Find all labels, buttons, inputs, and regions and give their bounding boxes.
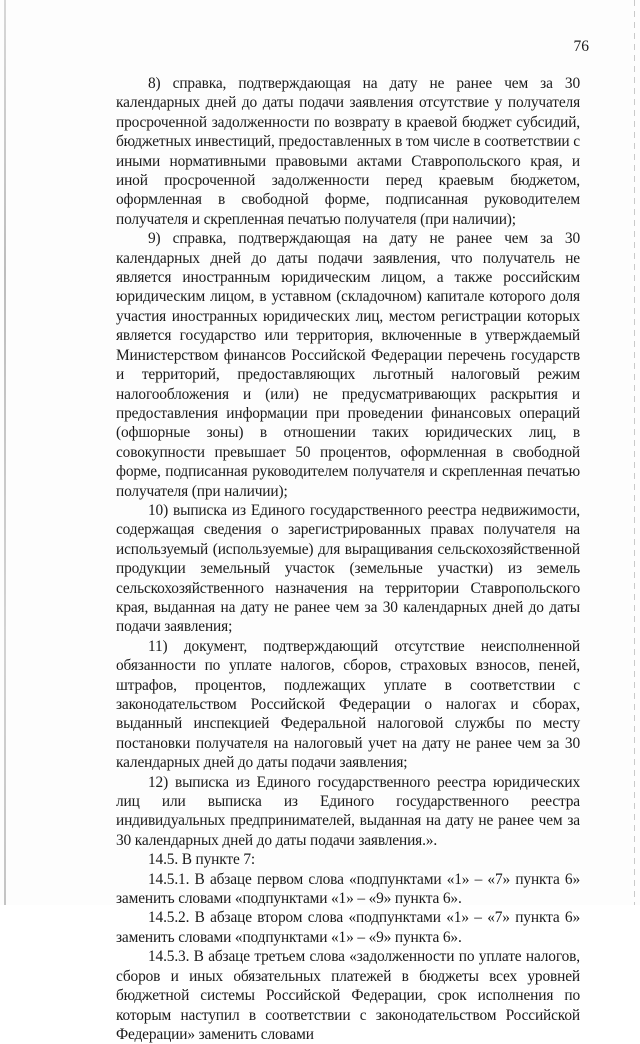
- paragraph-14-5-2: 14.5.2. В абзаце втором слова «подпунктами «1» – «7» пункта 6» заменить словами «подпунктами «1» – «9» пункта 6».: [116, 909, 580, 946]
- paragraph-14-5: 14.5. В пункте 7:: [148, 851, 256, 869]
- paragraph-item-12: 12) выписка из Единого государственного реестра юридических лиц или выписка из Единого государственного реестра индивидуальных предпринимателей, выданная на дату не ранее чем за 30 календарных дней до даты подачи заявления.».: [116, 773, 580, 849]
- paragraph-item-9: 9) справка, подтверждающая на дату не ранее чем за 30 календарных дней до даты подачи заявления, что получатель не является иностранным юридическим лицом, а также российским юридическим лицом, в уставном (складочном) капитале которого доля участия иностранных юридических лиц, местом регистрации которых является государство или территория, включенные в утверждаемый Министерством финансов Российской Федерации перечень государств и территорий, предоставляющих льготный налоговый режим налогообложения и (или) не предусматривающих раскрытия и предоставления информации при проведении финансовых операций (офшорные зоны) в отношении таких юридических лиц, в совокупности превышает 50 процентов, оформленная в свободной форме, подписанная руководителем получателя и скрепленная печатью получателя (при наличии);: [116, 230, 580, 500]
- document-body: [116, 74, 580, 1044]
- paragraph-item-10: 10) выписка из Единого государственного реестра недвижимости, содержащая сведения о зарегистрированных правах получателя на используемый (используемые) для выращивания сельскохозяйственной продукции земельный участок (земельные участки) из земель сельскохозяйственного назначения на территории Ставропольского края, выданная на дату не ранее чем за 30 календарных дней до даты подачи заявления;: [116, 501, 580, 636]
- scan-edge-left: [4, 0, 6, 905]
- paragraph-14-5-1: 14.5.1. В абзаце первом слова «подпунктами «1» – «7» пункта 6» заменить словами «подпунктами «1» – «9» пункта 6».: [116, 870, 580, 908]
- scan-edge-right: [634, 0, 635, 905]
- page-number: 76: [573, 38, 589, 55]
- paragraph-item-11: 11) документ, подтверждающий отсутствие неисполненной обязанности по уплате налогов, сборов, страховых взносов, пеней, штрафов, процентов, подлежащих уплате в соответствии с законодательством Российской Федерации о налогах и сборах, выданный инспекцией Федеральной налоговой службы по месту постановки получателя на налоговый учет на дату не ранее чем за 30 календарных дней до даты подачи заявления;: [116, 637, 580, 772]
- paragraph-14-5-3: 14.5.3. В абзаце третьем слова «задолженности по уплате налогов, сборов и иных обязательных платежей в бюджеты всех уровней бюджетной системы Российской Федерации, срок исполнения по которым наступил в соответствии с законодательством Российской Федерации» заменить словами: [116, 948, 580, 1043]
- paragraph-item-8: 8) справка, подтверждающая на дату не ранее чем за 30 календарных дней до даты подачи заявления отсутствие у получателя просроченной задолженности по возврату в краевой бюджет субсидий, бюджетных инвестиций, предоставленных в том числе в соответствии с иными нормативными правовыми актами Ставропольского края, и иной просроченной задолженности перед краевым бюджетом, оформленная в свободной форме, подписанная руководителем получателя и скрепленная печатью получателя (при наличии);: [116, 75, 580, 228]
